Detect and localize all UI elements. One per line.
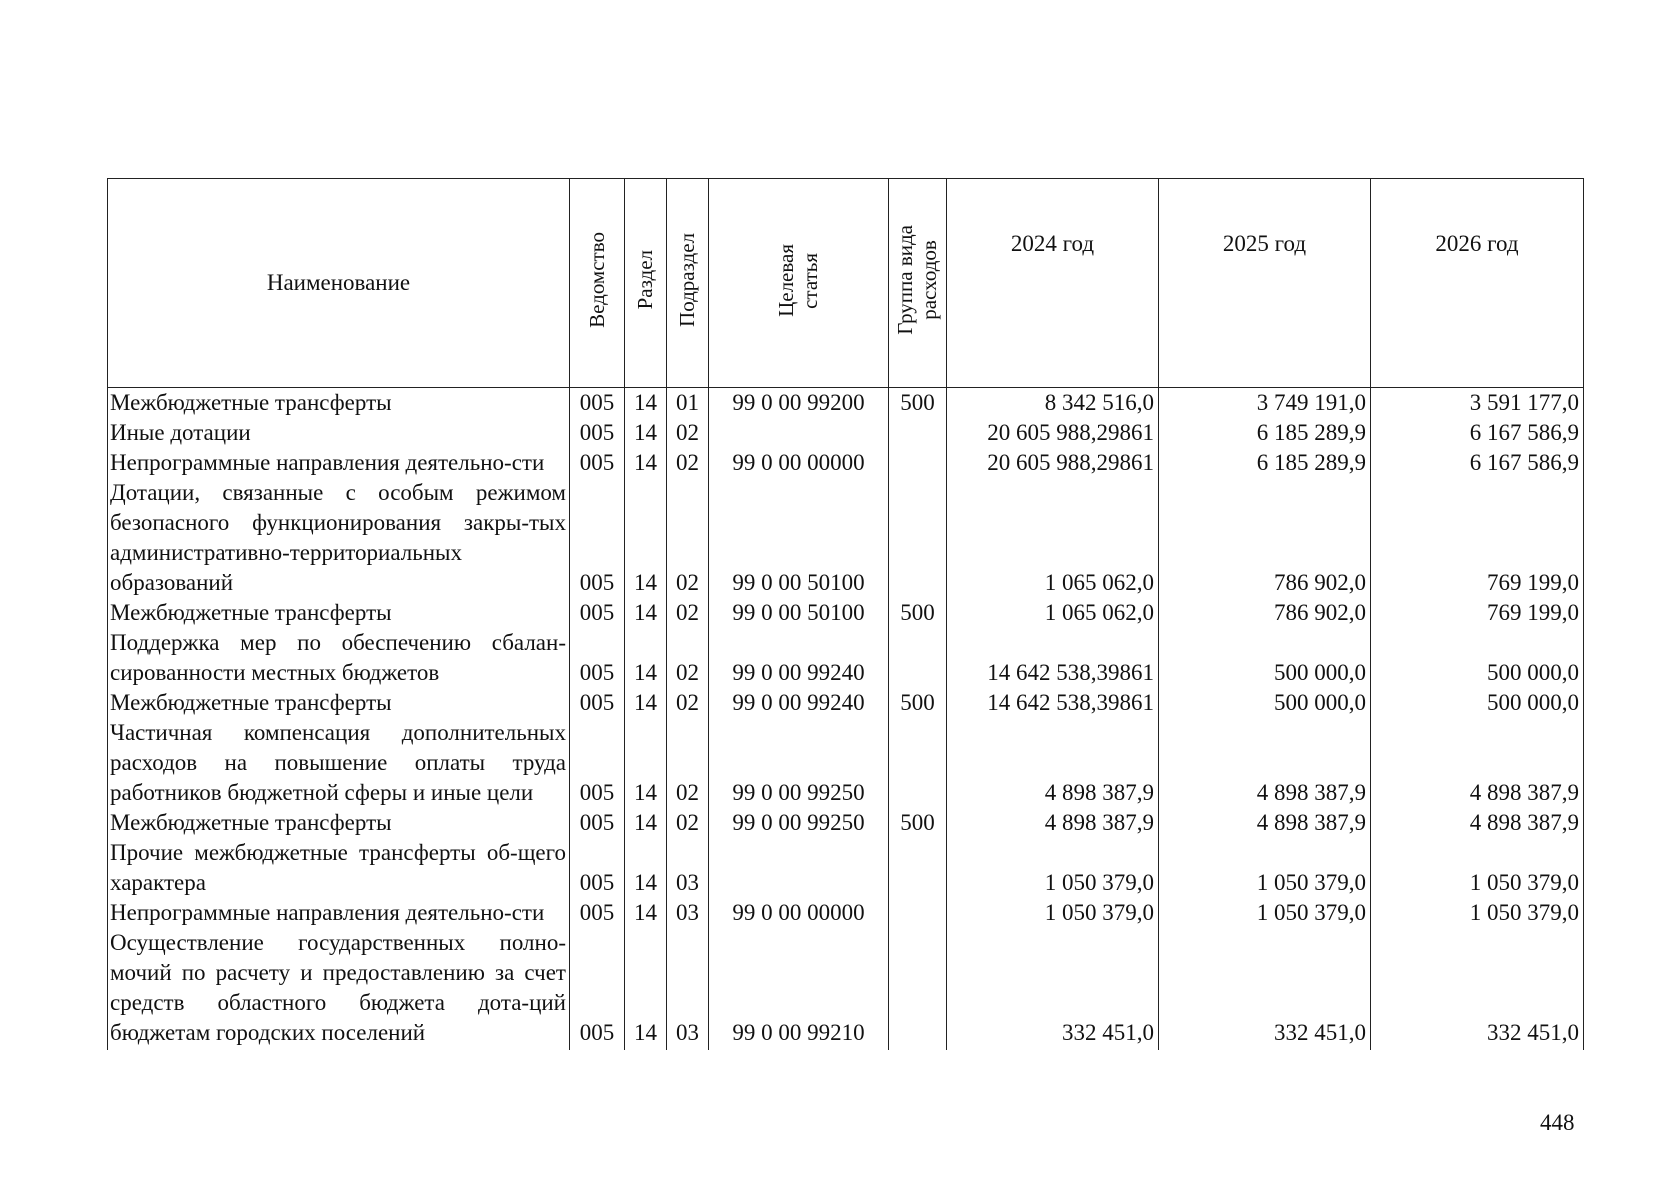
row-podrazdel: 02 [667, 628, 709, 688]
row-tselevaya-statya [709, 838, 889, 898]
row-2026: 4 898 387,9 [1371, 718, 1584, 808]
row-name: Межбюджетные трансферты [108, 598, 570, 628]
row-name: Частичная компенсация дополнительных расходов на повышение оплаты труда работников бюджетной сферы и иные цели [108, 718, 570, 808]
row-gruppa: 500 [889, 598, 947, 628]
header-gruppa-vida-raskhodov: Группа вида расходов [889, 179, 947, 388]
row-tselevaya-statya: 99 0 00 00000 [709, 898, 889, 928]
header-tselevaya-statya: Целевая статья [709, 179, 889, 388]
header-podrazdel: Подраздел [667, 179, 709, 388]
table-row [108, 718, 1584, 808]
row-2026: 6 167 586,9 [1371, 448, 1584, 478]
row-2025: 500 000,0 [1159, 628, 1371, 688]
row-vedomstvo: 005 [570, 838, 625, 898]
row-name: Прочие межбюджетные трансферты об-щего характера [108, 838, 570, 898]
row-razdel: 14 [625, 628, 667, 688]
table-row [108, 688, 1584, 718]
budget-table [107, 178, 1584, 1050]
row-2025: 6 185 289,9 [1159, 418, 1371, 448]
row-tselevaya-statya: 99 0 00 50100 [709, 478, 889, 598]
row-vedomstvo: 005 [570, 718, 625, 808]
row-2024: 4 898 387,9 [947, 718, 1159, 808]
row-gruppa: 500 [889, 808, 947, 838]
row-tselevaya-statya: 99 0 00 99200 [709, 388, 889, 419]
row-razdel: 14 [625, 928, 667, 1050]
row-name: Непрограммные направления деятельно-сти [108, 448, 570, 478]
header-name: Наименование [108, 179, 570, 388]
row-razdel: 14 [625, 388, 667, 419]
row-tselevaya-statya: 99 0 00 99250 [709, 718, 889, 808]
row-podrazdel: 03 [667, 928, 709, 1050]
row-2025: 3 749 191,0 [1159, 388, 1371, 419]
header-vedomstvo: Ведомство [570, 179, 625, 388]
row-gruppa [889, 448, 947, 478]
row-2025: 1 050 379,0 [1159, 898, 1371, 928]
row-vedomstvo: 005 [570, 898, 625, 928]
row-gruppa [889, 898, 947, 928]
row-name: Межбюджетные трансферты [108, 808, 570, 838]
row-razdel: 14 [625, 808, 667, 838]
row-2024: 20 605 988,29861 [947, 418, 1159, 448]
row-2026: 332 451,0 [1371, 928, 1584, 1050]
row-podrazdel: 02 [667, 598, 709, 628]
table-row [108, 808, 1584, 838]
row-razdel: 14 [625, 688, 667, 718]
table-body [108, 388, 1584, 1051]
row-vedomstvo: 005 [570, 478, 625, 598]
row-podrazdel: 02 [667, 478, 709, 598]
row-2026: 4 898 387,9 [1371, 808, 1584, 838]
row-vedomstvo: 005 [570, 808, 625, 838]
row-podrazdel: 02 [667, 448, 709, 478]
row-2026: 500 000,0 [1371, 688, 1584, 718]
table-row [108, 448, 1584, 478]
row-tselevaya-statya: 99 0 00 99240 [709, 688, 889, 718]
row-razdel: 14 [625, 838, 667, 898]
row-gruppa: 500 [889, 688, 947, 718]
row-2024: 332 451,0 [947, 928, 1159, 1050]
row-vedomstvo: 005 [570, 598, 625, 628]
row-razdel: 14 [625, 718, 667, 808]
row-2024: 1 050 379,0 [947, 898, 1159, 928]
row-podrazdel: 03 [667, 898, 709, 928]
row-vedomstvo: 005 [570, 628, 625, 688]
table-row [108, 898, 1584, 928]
row-razdel: 14 [625, 478, 667, 598]
row-podrazdel: 03 [667, 838, 709, 898]
row-2025: 500 000,0 [1159, 688, 1371, 718]
row-gruppa [889, 478, 947, 598]
row-vedomstvo: 005 [570, 388, 625, 419]
row-2026: 1 050 379,0 [1371, 838, 1584, 898]
row-podrazdel: 02 [667, 718, 709, 808]
row-2026: 500 000,0 [1371, 628, 1584, 688]
row-2024: 14 642 538,39861 [947, 688, 1159, 718]
table-row [108, 928, 1584, 1050]
row-tselevaya-statya: 99 0 00 50100 [709, 598, 889, 628]
row-2025: 6 185 289,9 [1159, 448, 1371, 478]
row-name: Межбюджетные трансферты [108, 688, 570, 718]
row-2024: 14 642 538,39861 [947, 628, 1159, 688]
row-tselevaya-statya: 99 0 00 99240 [709, 628, 889, 688]
row-name: Непрограммные направления деятельно-сти [108, 898, 570, 928]
row-2024: 1 065 062,0 [947, 478, 1159, 598]
header-2024: 2024 год [947, 179, 1159, 388]
row-tselevaya-statya: 99 0 00 00000 [709, 448, 889, 478]
row-2026: 3 591 177,0 [1371, 388, 1584, 419]
row-name: Дотации, связанные с особым режимом безопасного функционирования закры-тых административно-территориальных образований [108, 478, 570, 598]
header-razdel: Раздел [625, 179, 667, 388]
row-podrazdel: 02 [667, 688, 709, 718]
row-2025: 786 902,0 [1159, 478, 1371, 598]
row-2026: 769 199,0 [1371, 598, 1584, 628]
row-razdel: 14 [625, 418, 667, 448]
row-razdel: 14 [625, 898, 667, 928]
row-2024: 20 605 988,29861 [947, 448, 1159, 478]
row-2025: 4 898 387,9 [1159, 808, 1371, 838]
row-name: Межбюджетные трансферты [108, 388, 570, 419]
row-2024: 4 898 387,9 [947, 808, 1159, 838]
row-vedomstvo: 005 [570, 928, 625, 1050]
row-2026: 1 050 379,0 [1371, 898, 1584, 928]
row-podrazdel: 02 [667, 808, 709, 838]
row-tselevaya-statya: 99 0 00 99250 [709, 808, 889, 838]
table-row [108, 388, 1584, 419]
row-vedomstvo: 005 [570, 688, 625, 718]
table-row [108, 628, 1584, 688]
row-2026: 6 167 586,9 [1371, 418, 1584, 448]
table-header [108, 179, 1584, 388]
row-name: Поддержка мер по обеспечению сбалан-сированности местных бюджетов [108, 628, 570, 688]
row-2025: 786 902,0 [1159, 598, 1371, 628]
header-2026: 2026 год [1371, 179, 1584, 388]
row-2025: 332 451,0 [1159, 928, 1371, 1050]
row-gruppa [889, 418, 947, 448]
header-2025: 2025 год [1159, 179, 1371, 388]
row-razdel: 14 [625, 598, 667, 628]
row-gruppa [889, 628, 947, 688]
row-2025: 4 898 387,9 [1159, 718, 1371, 808]
row-name: Осуществление государственных полно-мочий по расчету и предоставлению за счет средств областного бюджета дота-ций бюджетам городских поселений [108, 928, 570, 1050]
table-row [108, 838, 1584, 898]
table-row [108, 478, 1584, 598]
table-row [108, 598, 1584, 628]
row-podrazdel: 02 [667, 418, 709, 448]
row-tselevaya-statya: 99 0 00 99210 [709, 928, 889, 1050]
row-2025: 1 050 379,0 [1159, 838, 1371, 898]
row-2024: 1 065 062,0 [947, 598, 1159, 628]
row-2024: 1 050 379,0 [947, 838, 1159, 898]
row-razdel: 14 [625, 448, 667, 478]
row-2024: 8 342 516,0 [947, 388, 1159, 419]
page-number: 448 [1540, 1110, 1575, 1135]
row-gruppa [889, 928, 947, 1050]
row-gruppa [889, 838, 947, 898]
row-2026: 769 199,0 [1371, 478, 1584, 598]
row-gruppa: 500 [889, 388, 947, 419]
row-gruppa [889, 718, 947, 808]
row-tselevaya-statya [709, 418, 889, 448]
row-name: Иные дотации [108, 418, 570, 448]
row-vedomstvo: 005 [570, 448, 625, 478]
table-row [108, 418, 1584, 448]
row-vedomstvo: 005 [570, 418, 625, 448]
row-podrazdel: 01 [667, 388, 709, 419]
